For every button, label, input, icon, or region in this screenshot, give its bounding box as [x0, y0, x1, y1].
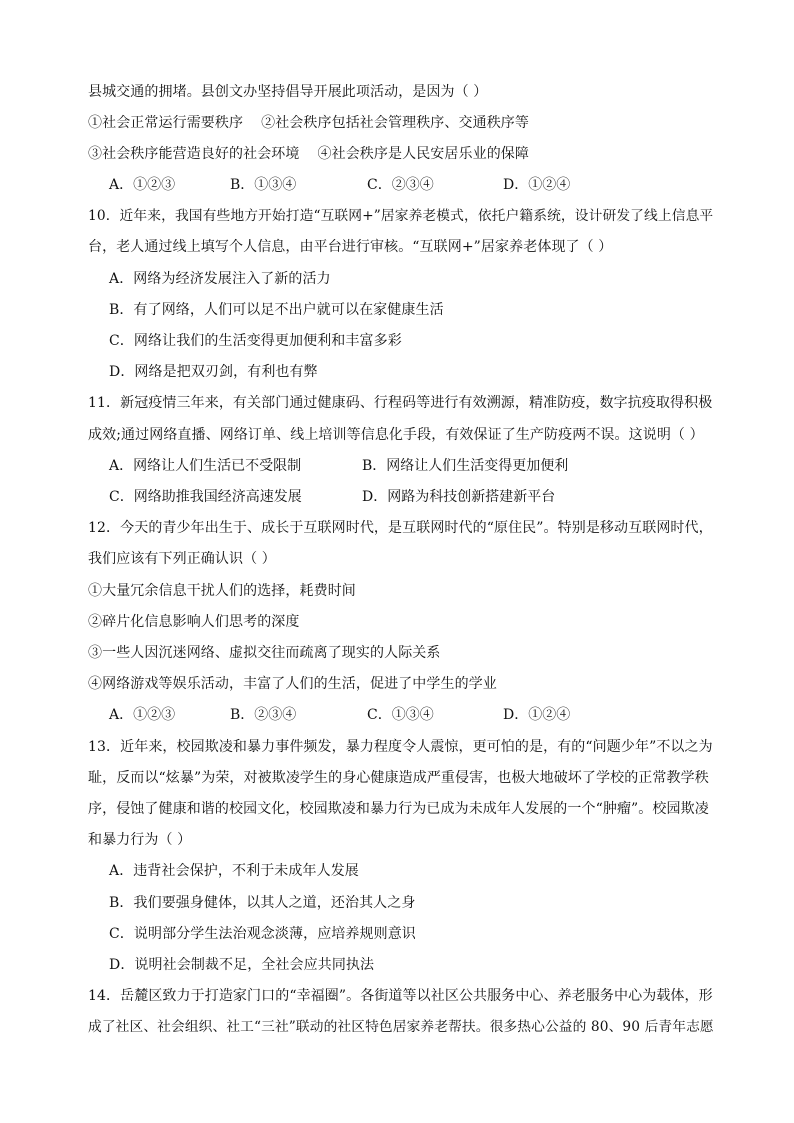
q13-stem-line-2: 耻，反而以“炫暴”为荣，对被欺凌学生的身心健康造成严重侵害，也极大地破坏了学校的正常教学秩	[88, 770, 709, 786]
q13-option-b[interactable]: B．我们要强身健体，以其人之道，还治其人之身	[109, 895, 416, 911]
q13-stem-line-1: 13．近年来，校园欺凌和暴力事件频发，暴力程度令人震惊，更可怕的是，有的“问题少年”不以之为	[88, 739, 713, 755]
q12-stem-line-1: 12．今天的青少年出生于、成长于互联网时代，是互联网时代的“原住民”。特别是移动互联网时代，	[88, 520, 713, 536]
q12-item-4: ④网络游戏等娱乐活动，丰富了人们的生活，促进了中学生的学业	[88, 676, 497, 692]
q9-option-c[interactable]: C．②③④	[367, 177, 434, 193]
q12-stem-line-2: 我们应该有下列正确认识（ ）	[88, 551, 276, 567]
q14-stem-line-1: 14．岳麓区致力于打造家门口的“幸福圈”。各街道等以社区公共服务中心、养老服务中心为载体，形	[88, 988, 713, 1004]
q9-item-2-text: ②社会秩序包括社会管理秩序、交通秩序等	[261, 115, 530, 131]
q9-option-b[interactable]: B．①③④	[230, 177, 297, 193]
q12-option-c[interactable]: C．①③④	[367, 707, 434, 723]
q12-option-d[interactable]: D．①②④	[503, 707, 571, 723]
q10-option-a[interactable]: A．网络为经济发展注入了新的活力	[109, 271, 331, 287]
q11-option-d[interactable]: D．网路为科技创新搭建新平台	[362, 489, 556, 505]
q10-option-b[interactable]: B．有了网络，人们可以足不出户就可以在家健康生活	[109, 302, 444, 318]
q12-item-1: ①大量冗余信息干扰人们的选择，耗费时间	[88, 583, 356, 599]
q13-option-a[interactable]: A．违背社会保护，不利于未成年人发展	[109, 863, 359, 879]
q9-item-1	[88, 113, 529, 133]
q9-item-1-text: ①社会正常运行需要秩序	[88, 115, 244, 131]
q12-option-a[interactable]: A．①②③	[109, 707, 176, 723]
q11-option-c[interactable]: C．网络助推我国经济高速发展	[109, 489, 302, 505]
q12-item-3: ③一些人因沉迷网络、虚拟交往而疏离了现实的人际关系	[88, 645, 441, 661]
q11-option-a[interactable]: A．网络让人们生活已不受限制	[109, 458, 302, 474]
q10-option-c[interactable]: C．网络让我们的生活变得更加便利和丰富多彩	[109, 333, 402, 349]
q11-option-b[interactable]: B．网络让人们生活变得更加便利	[362, 458, 569, 474]
q9-option-d[interactable]: D．①②④	[503, 177, 571, 193]
q9-item-4-text: ④社会秩序是人民安居乐业的保障	[317, 146, 529, 162]
q9-stem-continuation: 县城交通的拥堵。县创文办坚持倡导开展此项活动，是因为（ ）	[88, 84, 488, 100]
q14-stem-line-2: 成了社区、社会组织、社工“三社”联动的社区特色居家养老帮扶。很多热心公益的 80、90 后青年志愿	[88, 1019, 714, 1035]
q9-item-3-text: ③社会秩序能营造良好的社会环境	[88, 146, 300, 162]
q13-stem-line-3: 序，侵蚀了健康和谐的校园文化，校园欺凌和暴力行为已成为未成年人发展的一个“肿瘤”。校园欺凌	[88, 801, 709, 817]
q11-stem-line-1: 11．新冠疫情三年来，有关部门通过健康码、行程码等进行有效溯源，精准防疫，数字抗疫取得积极	[88, 395, 713, 411]
q10-stem-line-1: 10．近年来，我国有些地方开始打造“互联网+”居家养老模式，依托户籍系统，设计研发了线上信息平	[88, 208, 714, 224]
q13-option-d[interactable]: D．说明社会制裁不足，全社会应共同执法	[109, 957, 375, 973]
q10-stem-line-2: 台，老人通过线上填写个人信息，由平台进行审核。“互联网+”居家养老体现了（ ）	[88, 239, 613, 255]
q11-stem-line-2: 成效;通过网络直播、网络订单、线上培训等信息化手段，有效保证了生产防疫两不误。这说明（ ）	[88, 427, 704, 443]
q9-option-a[interactable]: A．①②③	[109, 177, 176, 193]
q12-option-b[interactable]: B．②③④	[230, 707, 297, 723]
q12-item-2: ②碎片化信息影响人们思考的深度	[88, 614, 300, 630]
q9-item-3	[88, 144, 529, 164]
q13-stem-line-4: 和暴力行为（ ）	[88, 832, 192, 848]
q13-option-c[interactable]: C．说明部分学生法治观念淡薄，应培养规则意识	[109, 926, 416, 942]
q10-option-d[interactable]: D．网络是把双刃剑，有利也有弊	[109, 364, 318, 380]
